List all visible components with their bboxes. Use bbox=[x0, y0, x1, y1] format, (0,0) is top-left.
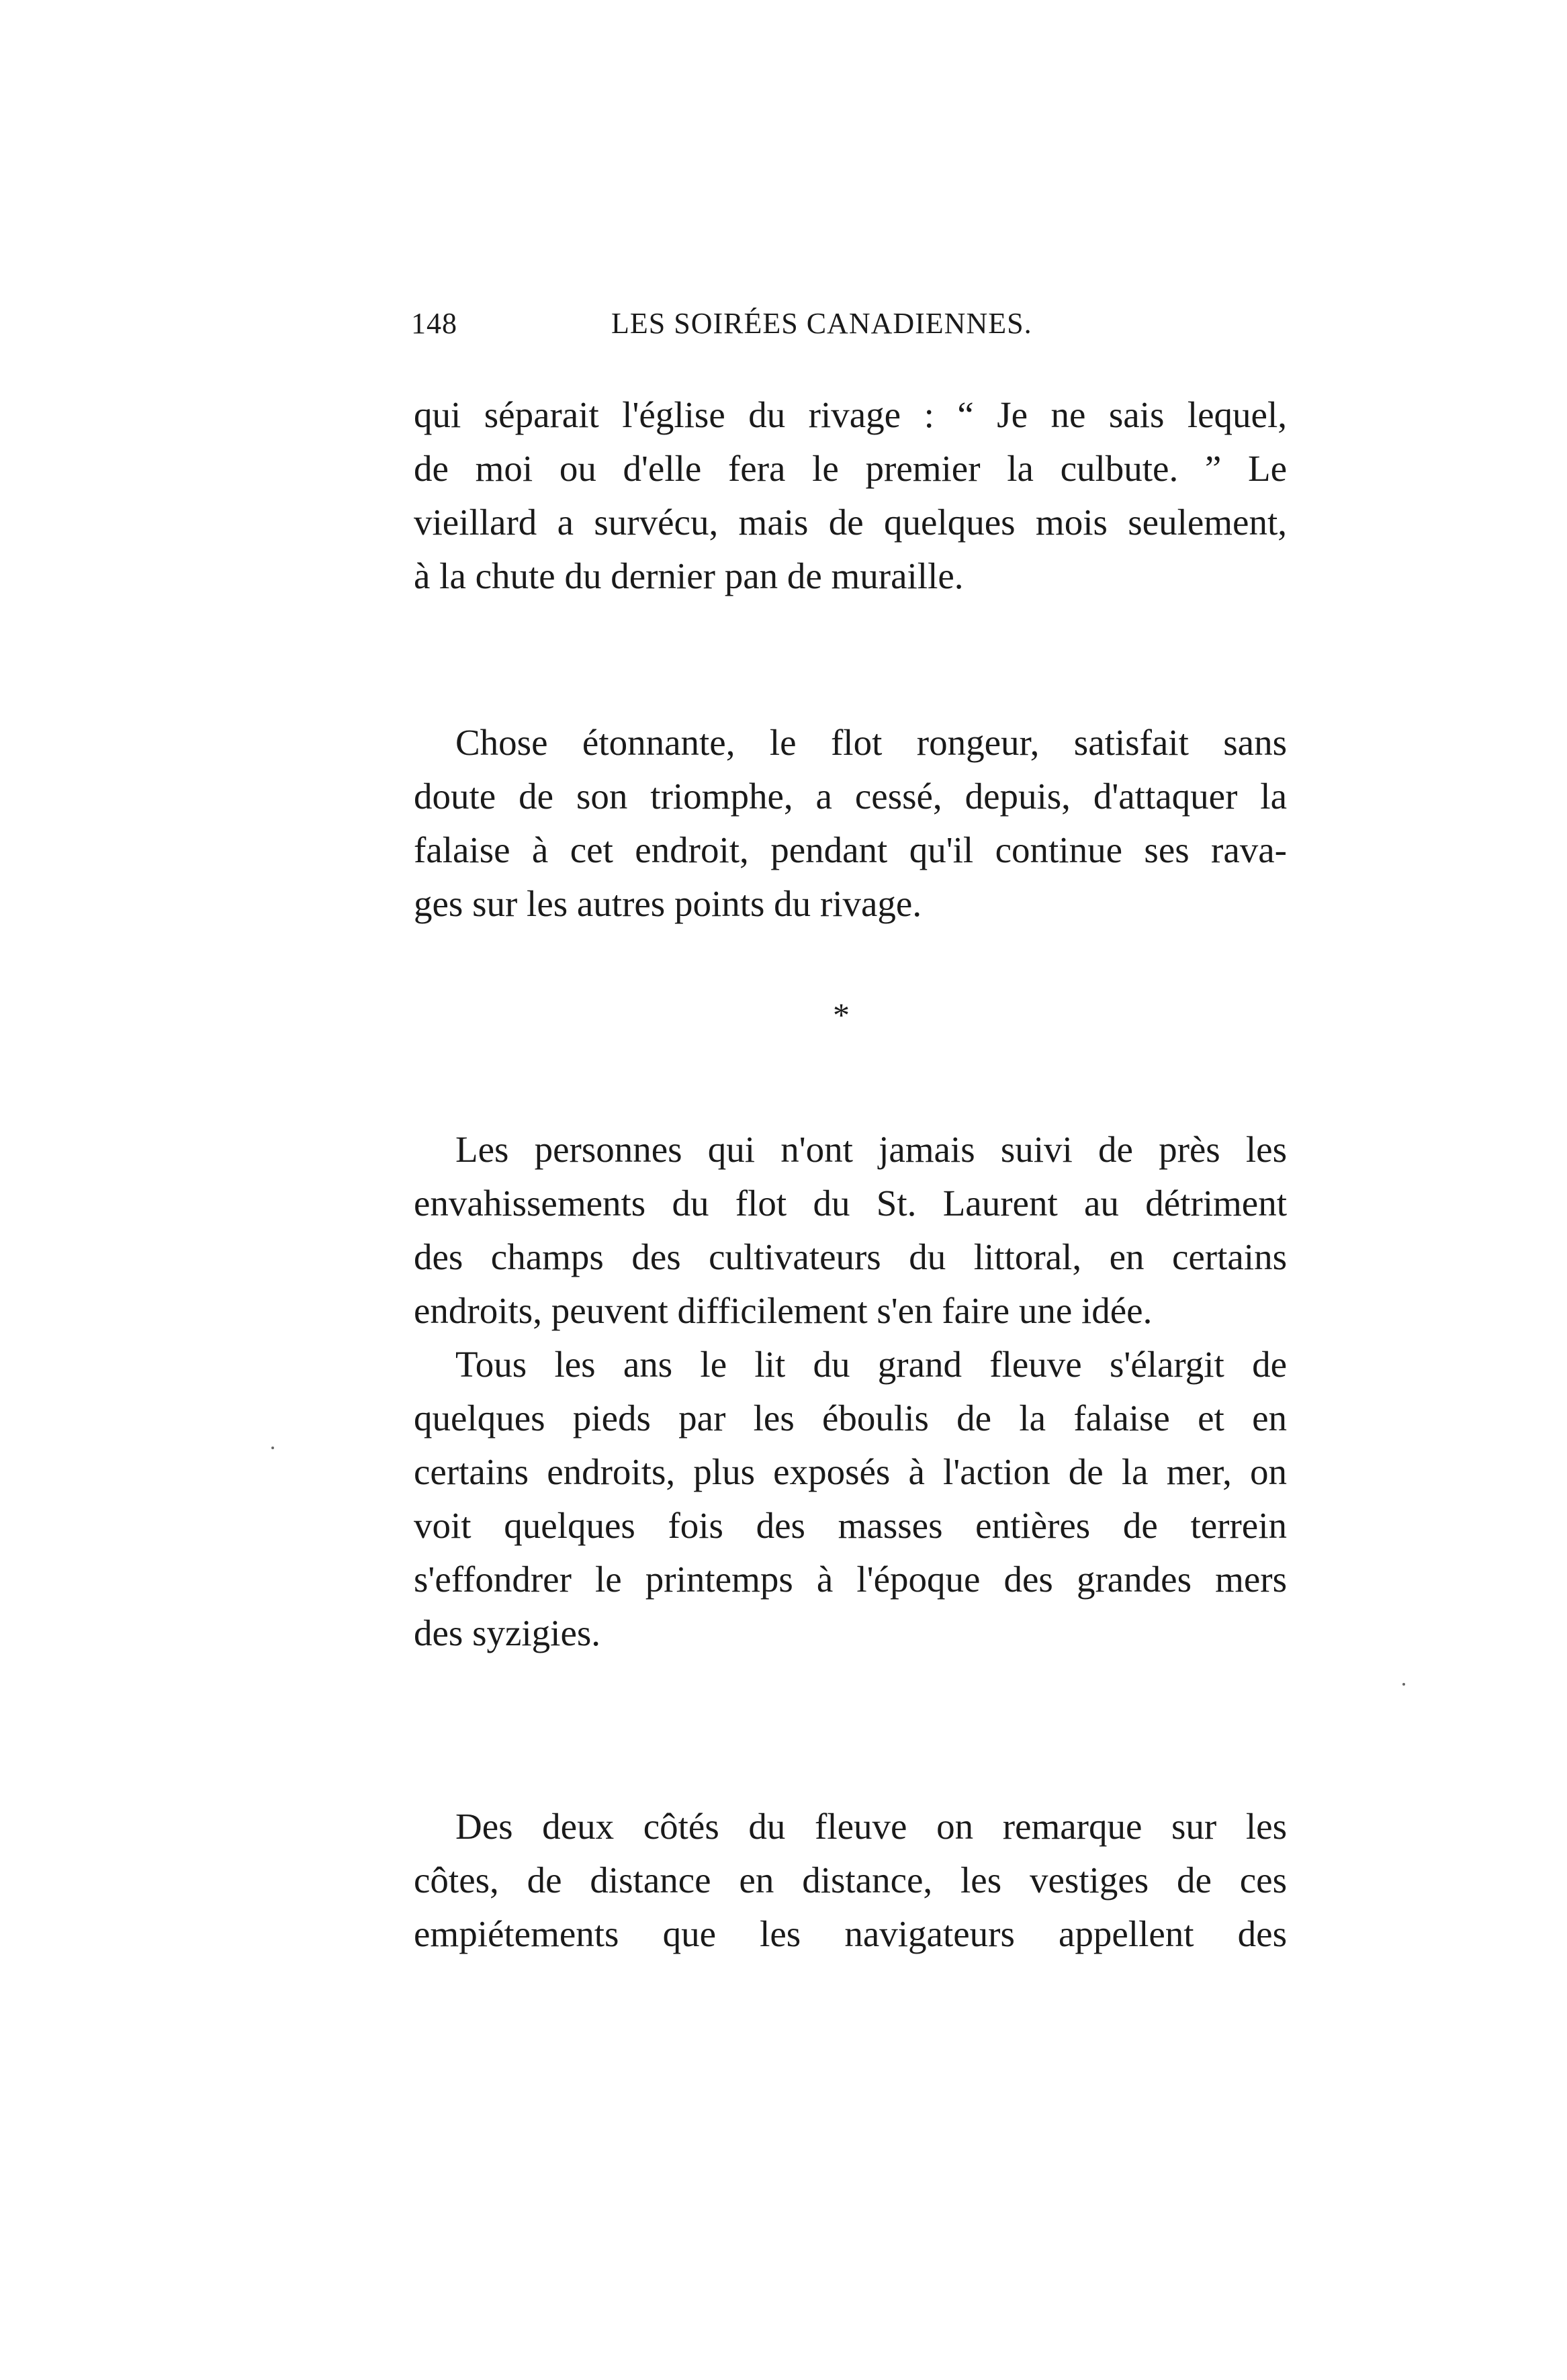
text-line: de moi ou d'elle fera le premier la culbute. ” Le bbox=[414, 448, 1287, 489]
text-line: Tous les ans le lit du grand fleuve s'élargit de bbox=[455, 1344, 1287, 1385]
text-line: vieillard a survécu, mais de quelques mois seulement, bbox=[414, 502, 1287, 543]
page-number: 148 bbox=[411, 307, 457, 340]
text-line: voit quelques fois des masses entières de terrein bbox=[414, 1505, 1287, 1546]
text-line: à la chute du dernier pan de muraille. bbox=[414, 555, 964, 596]
text-line: empiétements que les navigateurs appellent des bbox=[414, 1913, 1287, 1954]
text-line: endroits, peuvent difficilement s'en faire une idée. bbox=[414, 1290, 1153, 1331]
text-line: envahissements du flot du St. Laurent au détriment bbox=[414, 1183, 1287, 1224]
text-line: côtes, de distance en distance, les vestiges de ces bbox=[414, 1860, 1287, 1901]
text-line: ges sur les autres points du rivage. bbox=[414, 883, 922, 924]
paragraph bbox=[414, 1123, 1287, 1660]
text-line: s'effondrer le printemps à l'époque des grandes mers bbox=[414, 1559, 1287, 1600]
scan-speck bbox=[1402, 1683, 1405, 1686]
paragraph bbox=[414, 716, 1287, 931]
text-line: doute de son triomphe, a cessé, depuis, d'attaquer la bbox=[414, 776, 1287, 817]
paragraph-continuation bbox=[414, 388, 1287, 603]
text-line: falaise à cet endroit, pendant qu'il continue ses rava- bbox=[414, 829, 1287, 870]
running-title: LES SOIRÉES CANADIENNES. bbox=[611, 307, 1032, 340]
text-line: des syzigies. bbox=[414, 1612, 601, 1653]
scan-speck bbox=[271, 1447, 274, 1449]
text-line: Des deux côtés du fleuve on remarque sur les bbox=[455, 1806, 1287, 1847]
text-line: Chose étonnante, le flot rongeur, satisfait sans bbox=[455, 722, 1287, 763]
text-line: quelques pieds par les éboulis de la falaise et en bbox=[414, 1398, 1287, 1438]
text-line: qui séparait l'église du rivage : “ Je ne sais lequel, bbox=[414, 394, 1287, 435]
text-line: Les personnes qui n'ont jamais suivi de près les bbox=[455, 1129, 1287, 1170]
text-line: des champs des cultivateurs du littoral, en certains bbox=[414, 1236, 1287, 1277]
paragraph bbox=[414, 1800, 1287, 1961]
text-line: certains endroits, plus exposés à l'action de la mer, on bbox=[414, 1451, 1287, 1492]
section-separator: * bbox=[833, 996, 850, 1034]
running-header bbox=[411, 306, 1096, 353]
